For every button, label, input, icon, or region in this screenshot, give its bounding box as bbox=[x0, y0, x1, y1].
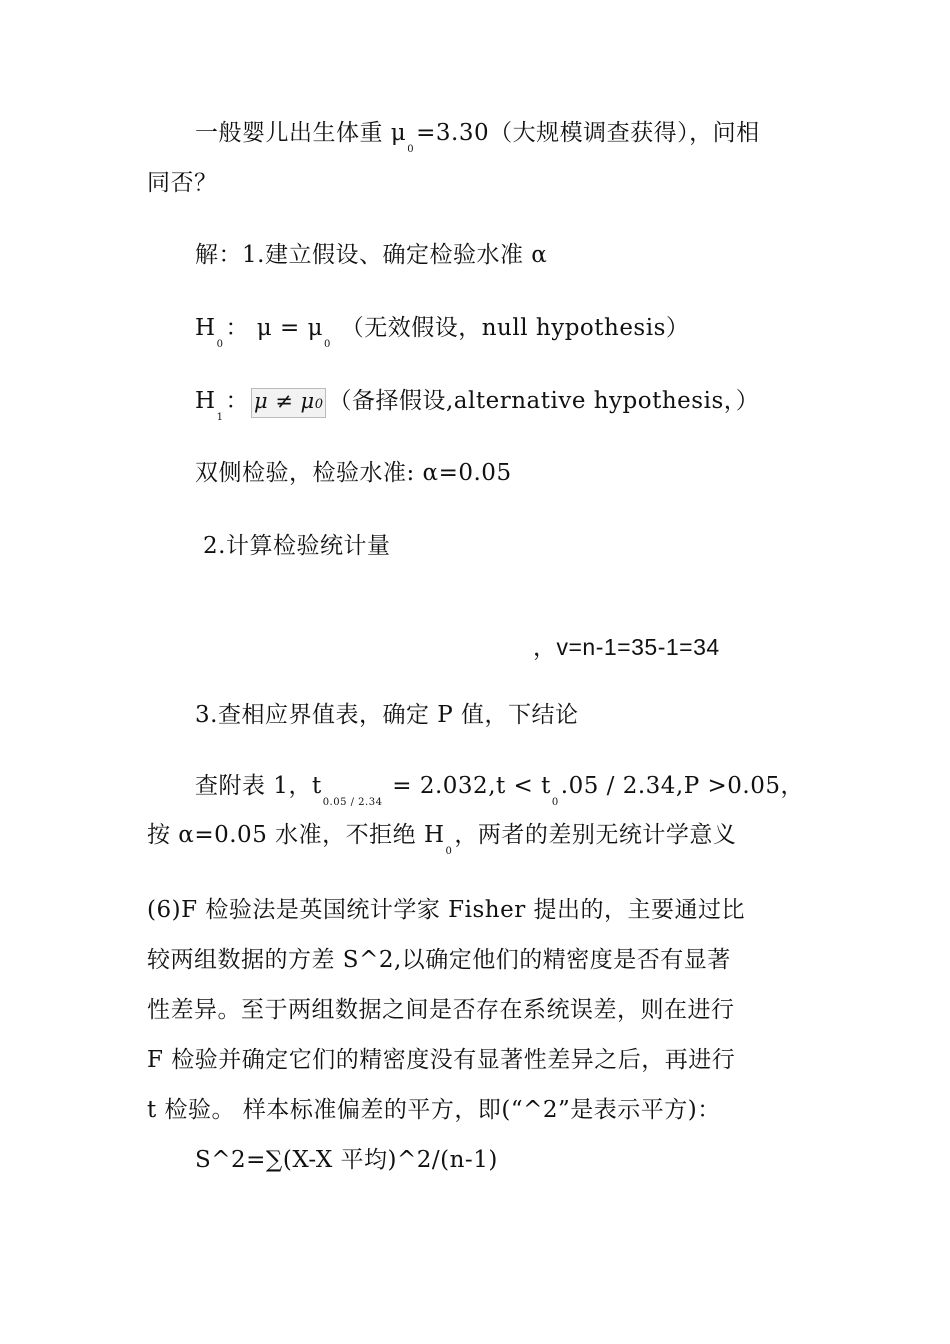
paragraph-line: 同否？ bbox=[147, 170, 218, 196]
formula-text: μ ≠ μ bbox=[253, 389, 315, 413]
formula-image bbox=[251, 388, 327, 418]
text-run: （无效假设，null hypothesis） bbox=[332, 315, 690, 341]
degrees-of-freedom: ，v=n-1=35-1=34 bbox=[533, 634, 720, 660]
text-run: 查附表 1，t bbox=[195, 773, 322, 799]
subscript: 0 bbox=[407, 144, 415, 155]
text-run: 按 α=0.05 水准，不拒绝 H bbox=[147, 822, 445, 848]
subscript: 0.05 / 2.34 bbox=[322, 797, 383, 808]
formula-subscript: 0 bbox=[314, 397, 324, 412]
null-hypothesis bbox=[195, 313, 689, 348]
text-run: ： μ = μ bbox=[225, 315, 324, 341]
text-run: H bbox=[195, 388, 216, 414]
text-run: H bbox=[195, 315, 216, 341]
subscript: 0 bbox=[551, 797, 559, 808]
text-run: ，两者的差别无统计学意义 bbox=[454, 822, 737, 848]
text-run: ： bbox=[225, 388, 249, 414]
subscript: 0 bbox=[216, 339, 224, 350]
text-run: （备择假设,alternative hypothesis，） bbox=[328, 388, 760, 414]
paragraph-line: 较两组数据的方差 S^2,以确定他们的精密度是否有显著 bbox=[147, 947, 731, 973]
paragraph-line: F 检验并确定它们的精密度没有显著性差异之后，再进行 bbox=[147, 1047, 736, 1073]
step-heading: 2.计算检验统计量 bbox=[203, 533, 391, 559]
subscript: 1 bbox=[216, 412, 224, 423]
test-level: 双侧检验，检验水准: α=0.05 bbox=[195, 460, 512, 486]
step-heading: 3.查相应界值表，确定 P 值，下结论 bbox=[195, 702, 579, 728]
paragraph-line: 性差异。至于两组数据之间是否存在系统误差，则在进行 bbox=[147, 997, 735, 1023]
paragraph-line: t 检验。 样本标准偏差的平方，即(“^2”是表示平方)： bbox=[147, 1097, 721, 1123]
text-run: = 2.032,t < t bbox=[384, 773, 551, 799]
paragraph-line bbox=[195, 118, 760, 153]
step-heading: 解：1.建立假设、确定检验水准 α bbox=[195, 242, 548, 268]
paragraph-line: (6)F 检验法是英国统计学家 Fisher 提出的，主要通过比 bbox=[147, 897, 746, 923]
text-run: 一般婴儿出生体重 μ bbox=[195, 120, 407, 146]
conclusion-line bbox=[147, 820, 736, 855]
text-run: =3.30（大规模调查获得），问相 bbox=[416, 120, 760, 146]
text-run: .05 / 2.34,P >0.05， bbox=[560, 773, 805, 799]
subscript: 0 bbox=[324, 339, 331, 350]
alternative-hypothesis bbox=[195, 386, 759, 421]
lookup-line bbox=[195, 771, 804, 806]
variance-formula: S^2=∑(X-X 平均)^2/(n-1) bbox=[195, 1147, 498, 1173]
subscript: 0 bbox=[445, 846, 453, 857]
